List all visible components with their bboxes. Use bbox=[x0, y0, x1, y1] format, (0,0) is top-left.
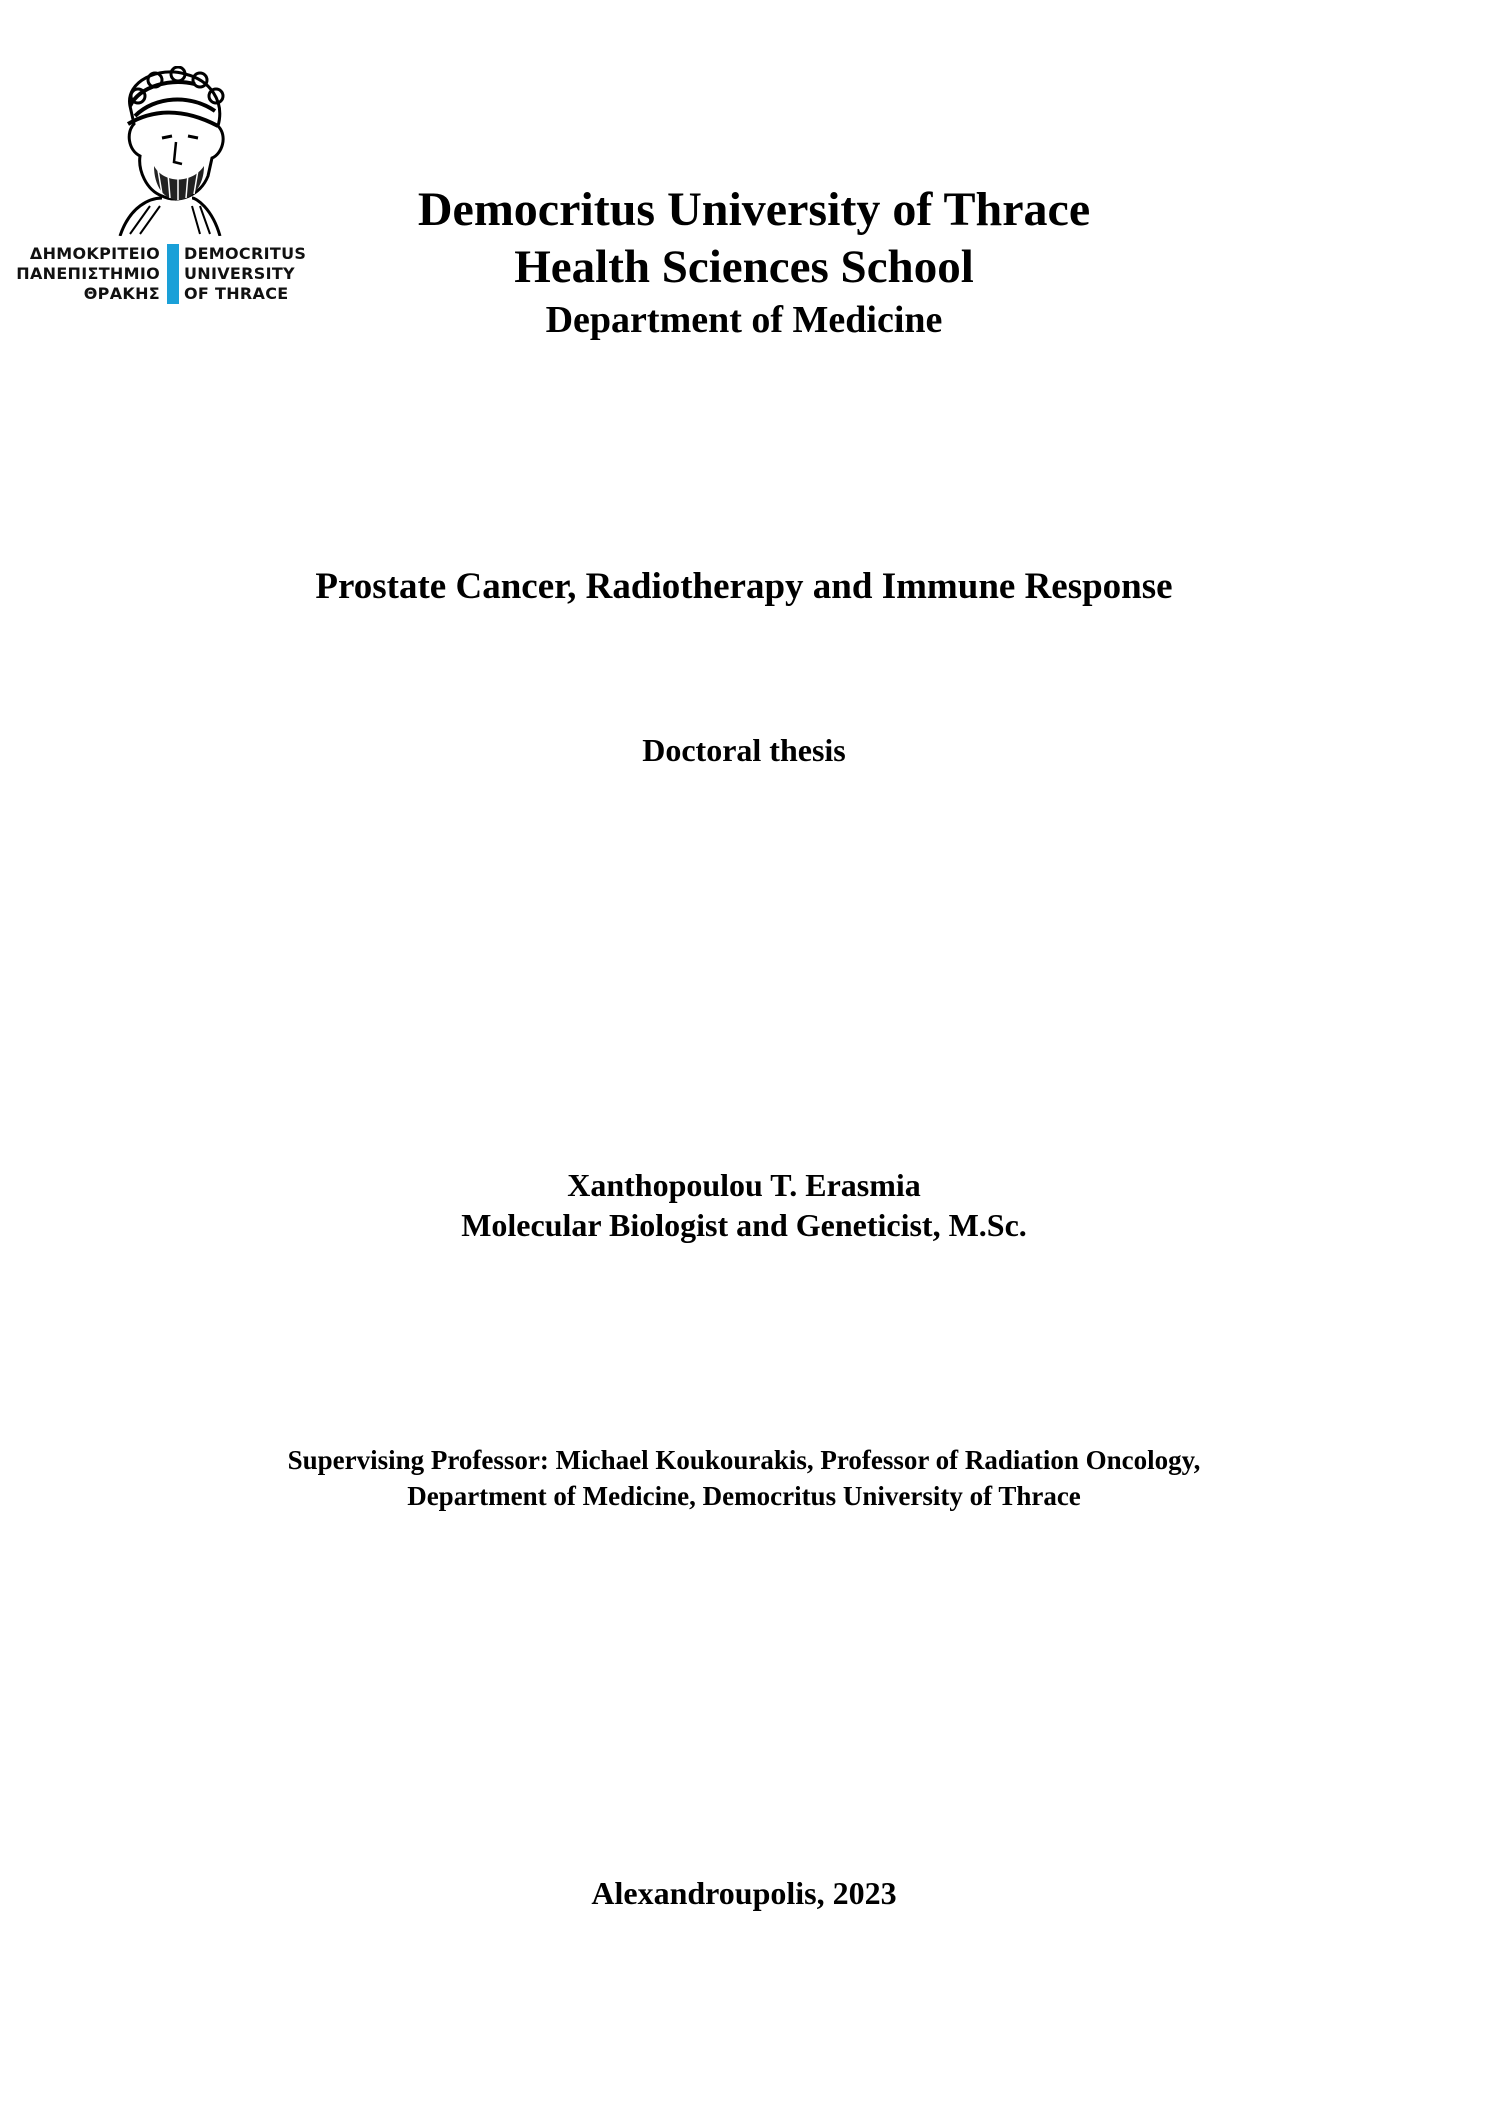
department-name: Department of Medicine bbox=[545, 299, 943, 341]
school-name: Health Sciences School bbox=[514, 241, 974, 293]
supervisor-line-1: Supervising Professor: Michael Koukourakis, Professor of Radiation Oncology, bbox=[287, 1445, 1201, 1475]
logo-greek-line-2: ΠΑΝΕΠΙΣΤΗΜΙΟ bbox=[16, 264, 160, 283]
author-name: Xanthopoulou T. Erasmia bbox=[567, 1167, 921, 1203]
logo-greek-line-3: ΘΡΑΚΗΣ bbox=[83, 284, 160, 303]
logo-english-line-2: UNIVERSITY bbox=[184, 264, 295, 283]
document-type: Doctoral thesis bbox=[642, 732, 846, 768]
logo-english-line-3: OF THRACE bbox=[184, 284, 289, 303]
place-and-year: Alexandroupolis, 2023 bbox=[591, 1875, 897, 1911]
author-credentials: Molecular Biologist and Geneticist, M.Sc. bbox=[461, 1207, 1027, 1243]
university-name: Democritus University of Thrace bbox=[417, 183, 1091, 236]
logo-greek-line-1: ΔΗΜΟΚΡΙΤΕΙΟ bbox=[29, 244, 160, 263]
thesis-title: Prostate Cancer, Radiotherapy and Immune Response bbox=[315, 566, 1173, 607]
supervisor-line-2: Department of Medicine, Democritus University of Thrace bbox=[407, 1481, 1081, 1511]
logo-english-line-1: DEMOCRITUS bbox=[184, 244, 307, 263]
